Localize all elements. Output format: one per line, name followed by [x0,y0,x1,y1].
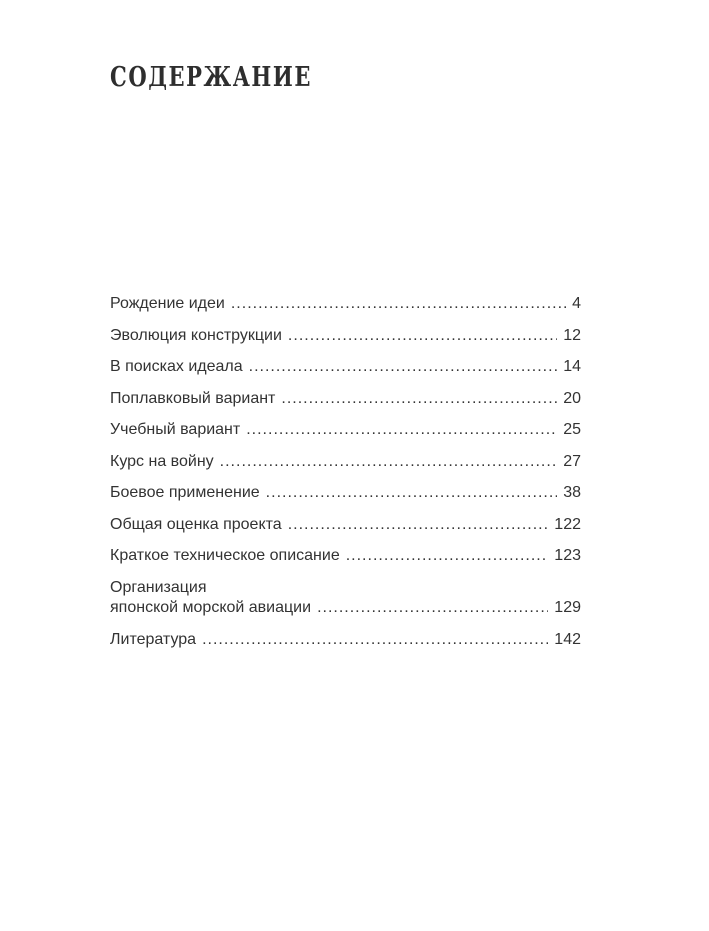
toc-entry-page: 4 [572,295,581,312]
dot-leader [288,515,549,535]
dot-leader [249,357,558,377]
toc-entry [110,483,581,503]
toc-entry-page: 27 [563,452,581,470]
toc-entry [110,389,581,409]
toc-entry [110,294,581,314]
dot-leader [246,420,557,440]
toc-entry [110,515,581,535]
toc-entry-title: Рождение идеи [110,295,225,312]
page-title: СОДЕРЖАНИЕ [110,62,312,93]
dot-leader [288,326,557,346]
dot-leader [231,294,566,314]
toc-entry [110,630,581,650]
toc-entry-page: 122 [554,515,581,533]
toc-entry-page: 20 [563,389,581,407]
toc-entry [110,452,581,472]
dot-leader [220,452,558,472]
dot-leader [317,598,548,618]
toc-entry-title: Боевое применение [110,484,260,501]
table-of-contents [110,294,581,661]
toc-entry [110,420,581,440]
toc-entry-title: Курс на войну [110,452,214,470]
toc-entry-page: 129 [554,599,581,616]
toc-entry-title: Литература [110,630,197,648]
toc-entry [110,546,581,566]
dot-leader [266,483,558,503]
toc-entry-title: Поплавковый вариант [110,389,276,407]
dot-leader [346,546,549,566]
toc-entry-title: Краткое техническое описание [110,547,340,564]
toc-entry [110,357,581,377]
toc-entry [110,578,581,618]
toc-entry-page: 12 [563,326,581,344]
dot-leader [281,389,557,409]
toc-entry-title: японской морской авиации [110,599,312,616]
toc-entry-title-line1: Организация [110,578,207,596]
toc-entry-title: Эволюция конструкции [110,326,282,344]
toc-entry-page: 25 [563,421,581,438]
toc-entry-title: Учебный вариант [110,421,241,438]
toc-entry-page: 123 [554,547,581,564]
toc-entry-page: 142 [554,630,581,648]
toc-entry-page: 14 [563,358,581,375]
toc-entry-page: 38 [563,484,581,501]
toc-entry-title: В поисках идеала [110,358,243,375]
dot-leader [202,630,548,650]
toc-entry-title: Общая оценка проекта [110,515,282,533]
toc-entry [110,326,581,346]
